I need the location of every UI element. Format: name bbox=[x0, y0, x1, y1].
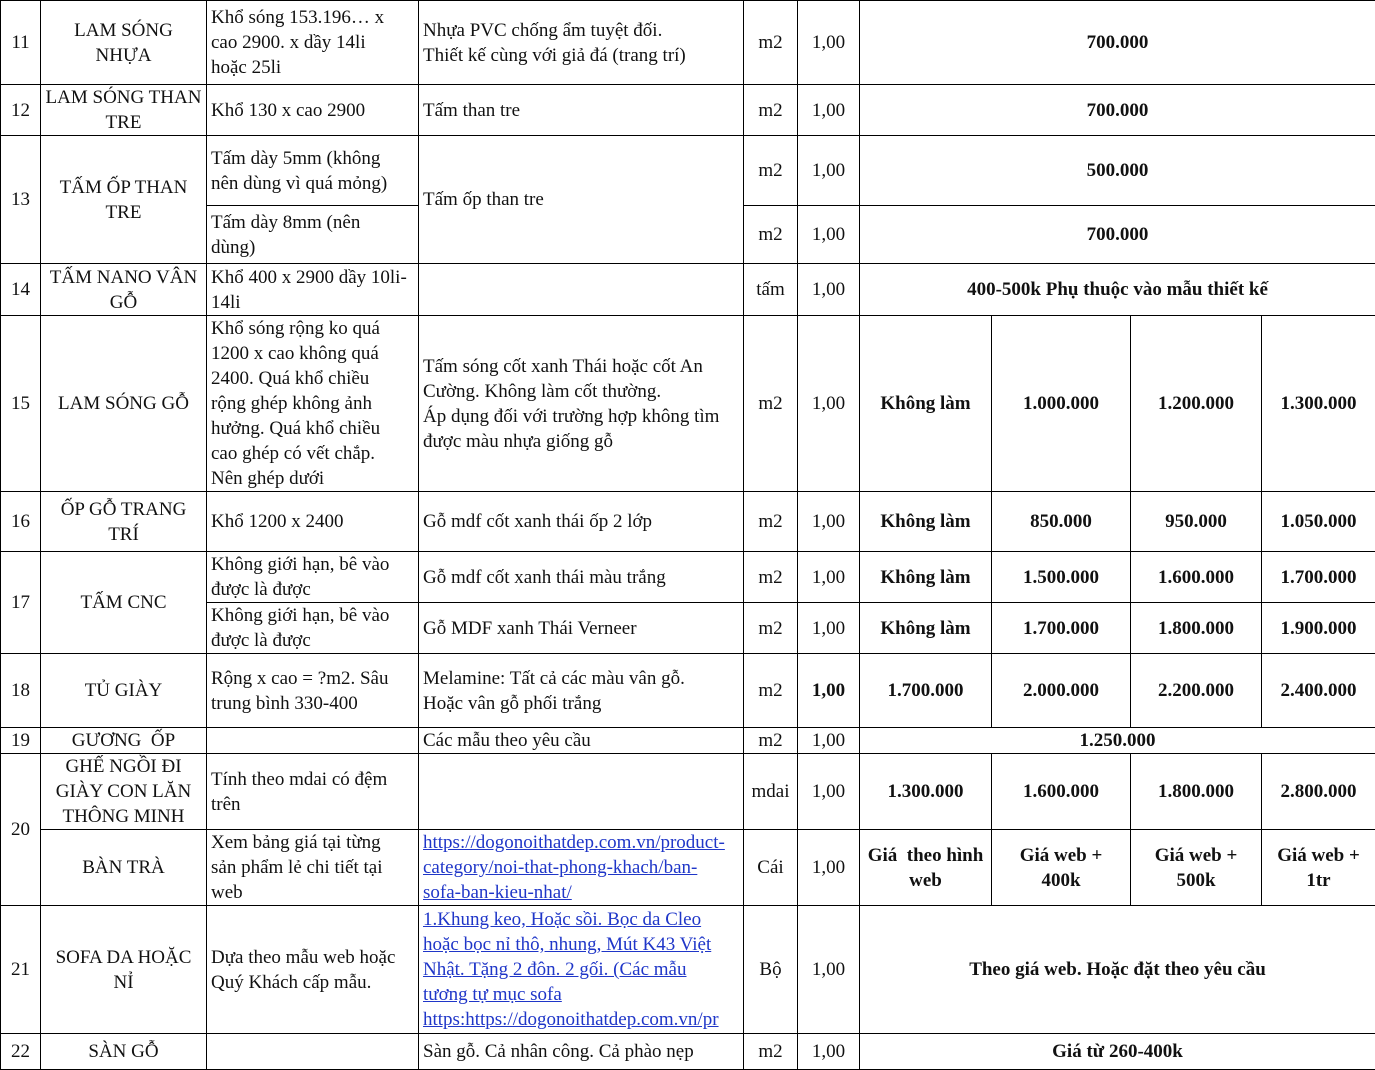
unit: Cái bbox=[744, 830, 798, 906]
unit: Bộ bbox=[744, 906, 798, 1034]
row-number: 16 bbox=[1, 492, 41, 552]
quantity: 1,00 bbox=[798, 1034, 860, 1070]
price: 400-500k Phụ thuộc vào mẫu thiết kế bbox=[860, 264, 1375, 316]
price-tier-1: Không làm bbox=[860, 316, 992, 492]
table-row bbox=[1, 1034, 1375, 1070]
table-row bbox=[1, 603, 1375, 654]
product-spec: Rộng x cao = ?m2. Sâu trung bình 330-400 bbox=[207, 654, 419, 728]
row-number: 17 bbox=[1, 552, 41, 654]
web-link[interactable]: https:https://dogonoithatdep.com.vn/pr bbox=[423, 1007, 739, 1032]
price-tier-1: Không làm bbox=[860, 603, 992, 654]
table-row bbox=[1, 316, 1375, 492]
product-spec bbox=[207, 1034, 419, 1070]
unit: m2 bbox=[744, 603, 798, 654]
price-tier-1: Không làm bbox=[860, 552, 992, 603]
product-spec: Không giới hạn, bê vào được là được bbox=[207, 603, 419, 654]
price-tier-1: Không làm bbox=[860, 492, 992, 552]
table-row bbox=[1, 136, 1375, 206]
quantity: 1,00 bbox=[798, 754, 860, 830]
price-tier-4: Giá web + 1tr bbox=[1262, 830, 1375, 906]
quantity: 1,00 bbox=[798, 906, 860, 1034]
table-row bbox=[1, 552, 1375, 603]
unit: m2 bbox=[744, 316, 798, 492]
row-number: 13 bbox=[1, 136, 41, 264]
quantity: 1,00 bbox=[798, 492, 860, 552]
product-name: TẤM ỐP THAN TRE bbox=[41, 136, 207, 264]
web-link[interactable]: sofa-ban-kieu-nhat/ bbox=[423, 880, 739, 905]
price-tier-2: 2.000.000 bbox=[992, 654, 1131, 728]
price-tier-1: 1.700.000 bbox=[860, 654, 992, 728]
product-spec: Xem bảng giá tại từng sản phẩm lẻ chi tiết tại web bbox=[207, 830, 419, 906]
web-link[interactable]: https://dogonoithatdep.com.vn/product- bbox=[423, 830, 739, 855]
unit: m2 bbox=[744, 1, 798, 85]
web-link[interactable]: tương tự mục sofa bbox=[423, 982, 739, 1007]
product-material: Tấm ốp than tre bbox=[419, 136, 744, 264]
quantity: 1,00 bbox=[798, 136, 860, 206]
row-number: 19 bbox=[1, 728, 41, 754]
product-material: Các mẫu theo yêu cầu bbox=[419, 728, 744, 754]
row-number: 12 bbox=[1, 85, 41, 136]
product-spec: Dựa theo mẫu web hoặc Quý Khách cấp mẫu. bbox=[207, 906, 419, 1034]
price-tier-2: 1.000.000 bbox=[992, 316, 1131, 492]
web-link[interactable]: hoặc bọc nỉ thô, nhung, Mút K43 Việt bbox=[423, 932, 739, 957]
product-name: SÀN GỖ bbox=[41, 1034, 207, 1070]
unit: m2 bbox=[744, 136, 798, 206]
row-number: 18 bbox=[1, 654, 41, 728]
unit: tấm bbox=[744, 264, 798, 316]
product-name: TỦ GIÀY bbox=[41, 654, 207, 728]
quantity: 1,00 bbox=[798, 85, 860, 136]
quantity: 1,00 bbox=[798, 552, 860, 603]
unit: mdai bbox=[744, 754, 798, 830]
price: Giá từ 260-400k bbox=[860, 1034, 1375, 1070]
product-spec: Khổ sóng rộng ko quá 1200 x cao không quá 2400. Quá khổ chiều rộng ghép không ảnh hưởng. Quá khổ chiều cao ghép có vết chắp. Nên ghép dưới bbox=[207, 316, 419, 492]
product-material: Sàn gỗ. Cả nhân công. Cả phào nẹp bbox=[419, 1034, 744, 1070]
row-number: 14 bbox=[1, 264, 41, 316]
row-number: 21 bbox=[1, 906, 41, 1034]
table-row bbox=[1, 906, 1375, 1034]
price-tier-3: 1.800.000 bbox=[1131, 754, 1262, 830]
product-name: LAM SÓNG THAN TRE bbox=[41, 85, 207, 136]
product-name: SOFA DA HOẶC NỈ bbox=[41, 906, 207, 1034]
product-spec bbox=[207, 728, 419, 754]
unit: m2 bbox=[744, 654, 798, 728]
product-name: LAM SÓNG GỖ bbox=[41, 316, 207, 492]
unit: m2 bbox=[744, 85, 798, 136]
price: 700.000 bbox=[860, 85, 1375, 136]
price: 700.000 bbox=[860, 1, 1375, 85]
web-link[interactable]: category/noi-that-phong-khach/ban- bbox=[423, 855, 739, 880]
price-tier-3: 2.200.000 bbox=[1131, 654, 1262, 728]
product-material: Gỗ mdf cốt xanh thái ốp 2 lớp bbox=[419, 492, 744, 552]
row-number: 15 bbox=[1, 316, 41, 492]
product-material: Tấm than tre bbox=[419, 85, 744, 136]
table-row bbox=[1, 264, 1375, 316]
product-spec: Tấm dày 5mm (không nên dùng vì quá mỏng) bbox=[207, 136, 419, 206]
table-row bbox=[1, 85, 1375, 136]
price-tier-3: 1.800.000 bbox=[1131, 603, 1262, 654]
product-link[interactable] bbox=[419, 830, 744, 906]
product-spec: Tính theo mdai có đệm trên bbox=[207, 754, 419, 830]
product-material: Gỗ mdf cốt xanh thái màu trắng bbox=[419, 552, 744, 603]
web-link[interactable]: Nhật. Tặng 2 đôn. 2 gối. (Các mẫu bbox=[423, 957, 739, 982]
product-material: Tấm sóng cốt xanh Thái hoặc cốt An Cường. Không làm cốt thường. Áp dụng đối với trường hợp không tìm được màu nhựa giống gỗ bbox=[419, 316, 744, 492]
quantity: 1,00 bbox=[798, 654, 860, 728]
product-name: ỐP GỖ TRANG TRÍ bbox=[41, 492, 207, 552]
row-number: 22 bbox=[1, 1034, 41, 1070]
unit: m2 bbox=[744, 492, 798, 552]
unit: m2 bbox=[744, 728, 798, 754]
price-tier-2: 1.600.000 bbox=[992, 754, 1131, 830]
product-material: Melamine: Tất cả các màu vân gỗ. Hoặc vân gỗ phối trắng bbox=[419, 654, 744, 728]
product-spec: Tấm dày 8mm (nên dùng) bbox=[207, 206, 419, 264]
quantity: 1,00 bbox=[798, 603, 860, 654]
price: 500.000 bbox=[860, 136, 1375, 206]
web-link[interactable]: 1.Khung keo, Hoặc sồi. Bọc da Cleo bbox=[423, 907, 739, 932]
quantity: 1,00 bbox=[798, 728, 860, 754]
price-tier-4: 2.400.000 bbox=[1262, 654, 1375, 728]
product-spec: Không giới hạn, bê vào được là được bbox=[207, 552, 419, 603]
price-tier-3: Giá web + 500k bbox=[1131, 830, 1262, 906]
price-tier-2: 1.700.000 bbox=[992, 603, 1131, 654]
table-row bbox=[1, 1, 1375, 85]
product-spec: Khổ 130 x cao 2900 bbox=[207, 85, 419, 136]
price: 1.250.000 bbox=[860, 728, 1375, 754]
price-tier-1: 1.300.000 bbox=[860, 754, 992, 830]
price: Theo giá web. Hoặc đặt theo yêu cầu bbox=[860, 906, 1375, 1034]
product-name: TẤM NANO VÂN GỖ bbox=[41, 264, 207, 316]
product-material: Gỗ MDF xanh Thái Verneer bbox=[419, 603, 744, 654]
product-spec: Khổ sóng 153.196… x cao 2900. x dầy 14li hoặc 25li bbox=[207, 1, 419, 85]
table-row bbox=[1, 728, 1375, 754]
quantity: 1,00 bbox=[798, 1, 860, 85]
price-tier-4: 2.800.000 bbox=[1262, 754, 1375, 830]
price-tier-3: 1.600.000 bbox=[1131, 552, 1262, 603]
price: 700.000 bbox=[860, 206, 1375, 264]
product-name: LAM SÓNG NHỰA bbox=[41, 1, 207, 85]
product-material-link[interactable] bbox=[419, 906, 744, 1034]
unit: m2 bbox=[744, 1034, 798, 1070]
price-tier-4: 1.300.000 bbox=[1262, 316, 1375, 492]
quantity: 1,00 bbox=[798, 206, 860, 264]
product-name: GƯƠNG ỐP bbox=[41, 728, 207, 754]
price-tier-3: 950.000 bbox=[1131, 492, 1262, 552]
price-tier-4: 1.050.000 bbox=[1262, 492, 1375, 552]
price-tier-2: 1.500.000 bbox=[992, 552, 1131, 603]
quantity: 1,00 bbox=[798, 264, 860, 316]
product-name: BÀN TRÀ bbox=[41, 830, 207, 906]
product-spec: Khổ 400 x 2900 dầy 10li- 14li bbox=[207, 264, 419, 316]
product-name: GHẾ NGỒI ĐI GIÀY CON LĂN THÔNG MINH bbox=[41, 754, 207, 830]
price-tier-4: 1.900.000 bbox=[1262, 603, 1375, 654]
row-number: 20 bbox=[1, 754, 41, 906]
price-tier-1: Giá theo hình web bbox=[860, 830, 992, 906]
table-row bbox=[1, 754, 1375, 830]
unit: m2 bbox=[744, 552, 798, 603]
product-spec: Khổ 1200 x 2400 bbox=[207, 492, 419, 552]
product-material bbox=[419, 754, 744, 830]
product-name: TẤM CNC bbox=[41, 552, 207, 654]
price-tier-4: 1.700.000 bbox=[1262, 552, 1375, 603]
price-tier-3: 1.200.000 bbox=[1131, 316, 1262, 492]
table-row bbox=[1, 654, 1375, 728]
table-row bbox=[1, 492, 1375, 552]
table-row bbox=[1, 830, 1375, 906]
product-material bbox=[419, 264, 744, 316]
price-tier-2: 850.000 bbox=[992, 492, 1131, 552]
quantity: 1,00 bbox=[798, 830, 860, 906]
quantity: 1,00 bbox=[798, 316, 860, 492]
product-material: Nhựa PVC chống ẩm tuyệt đối. Thiết kế cùng với giả đá (trang trí) bbox=[419, 1, 744, 85]
unit: m2 bbox=[744, 206, 798, 264]
price-tier-2: Giá web + 400k bbox=[992, 830, 1131, 906]
row-number: 11 bbox=[1, 1, 41, 85]
